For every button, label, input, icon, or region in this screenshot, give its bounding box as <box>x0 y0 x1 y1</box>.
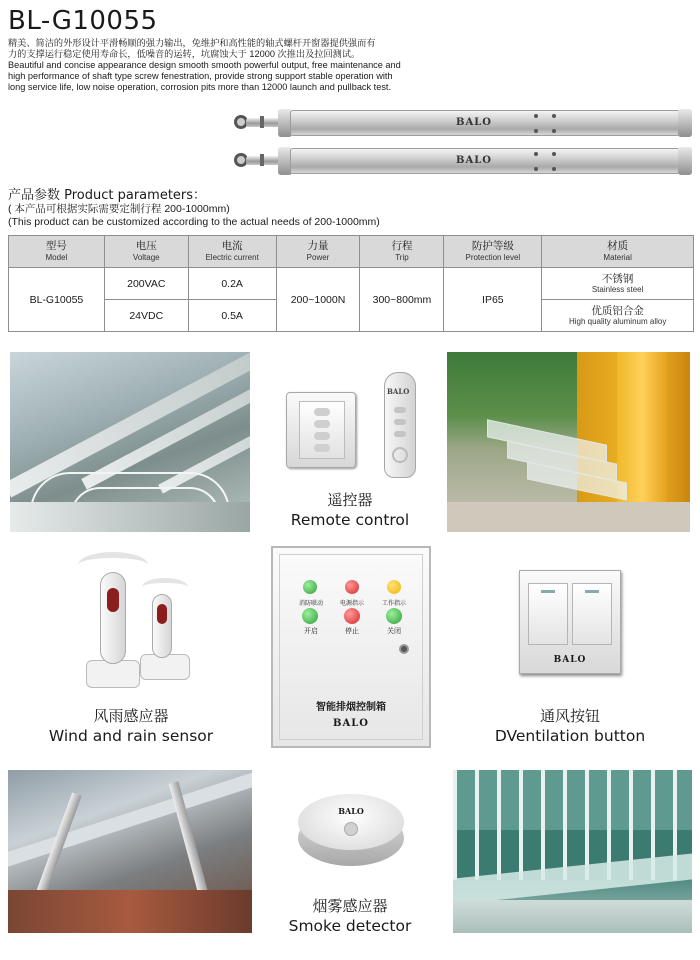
skylight-photo <box>10 352 250 532</box>
roof-actuator-photo <box>8 770 252 933</box>
actuator-logo: BALO <box>456 117 492 128</box>
header-current: 电流 Electric current <box>188 236 276 268</box>
indicator-red-light <box>345 580 359 594</box>
close-button[interactable] <box>386 608 402 624</box>
key-lock-icon <box>399 644 409 654</box>
actuator-hole <box>534 167 538 171</box>
remote-wall-panel <box>286 392 356 468</box>
button-label: 开启 <box>304 627 318 635</box>
smoke-detector-caption: 烟雾感应器 Smoke detector <box>288 897 412 935</box>
facade-photo <box>453 770 692 933</box>
product-title: BL-G10055 <box>8 6 158 36</box>
ventilation-caption: 通风按钮 DVentilation button <box>494 707 646 745</box>
table-row <box>9 268 694 300</box>
spec-table <box>8 235 694 332</box>
smoke-detector-image <box>298 790 404 870</box>
control-box-logo: BALO <box>333 718 369 729</box>
indicator-yellow-light <box>387 580 401 594</box>
actuator-hole <box>552 152 556 156</box>
stop-button[interactable] <box>344 608 360 624</box>
actuator-hole <box>534 129 538 133</box>
switch-logo: BALO <box>553 655 587 665</box>
header-model: 型号 Model <box>9 236 105 268</box>
desc-cn-line-2: 力的支撑运行稳定使用寿命长，低噪音的运转，坑腐蚀大于 12000 次推出及拉回测试。 <box>8 49 361 59</box>
actuator-hole <box>552 129 556 133</box>
indicator-label: 工作指示 <box>381 600 406 607</box>
terrace-photo <box>447 352 690 532</box>
cell-current: 0.2A <box>188 268 276 300</box>
actuator-logo: BALO <box>456 155 492 166</box>
switch-left <box>528 583 568 645</box>
header-trip: 行程 Trip <box>360 236 444 268</box>
desc-en-line-3: long service life, low noise operation, corrosion pits more than 12000 launch and pullback test. <box>8 82 392 92</box>
desc-en-line-2: high performance of shaft type screw fenestration, provide strong support stable operation with <box>8 71 393 81</box>
actuator-hole <box>534 114 538 118</box>
params-title: 产品参数 Product parameters： <box>8 188 207 203</box>
cell-voltage: 24VDC <box>104 300 188 332</box>
cell-protection: IP65 <box>444 268 542 332</box>
cell-trip: 300~800mm <box>360 268 444 332</box>
wind-rain-caption: 风雨感应器 Wind and rain sensor <box>48 707 214 745</box>
actuator-hole <box>534 152 538 156</box>
control-box-label: 智能排烟控制箱 <box>316 702 386 713</box>
cell-material: 不锈钢 Stainless steel <box>542 268 694 300</box>
cell-model: BL-G10055 <box>9 268 105 332</box>
cell-current: 0.5A <box>188 300 276 332</box>
desc-en-line-1: Beautiful and concise appearance design smooth smooth powerful output, free maintenance and <box>8 60 401 70</box>
actuator-image-top <box>234 110 694 138</box>
smoke-detector-logo: BALO <box>338 806 364 816</box>
remote-logo: BALO <box>387 387 410 396</box>
cell-voltage: 200VAC <box>104 268 188 300</box>
desc-cn-line-1: 精美、简洁的外形设计平滑畅顺的强力输出，免维护和高性能的轴式螺杆开窗器提供强而有 <box>8 38 376 48</box>
header-voltage: 电压 Voltage <box>104 236 188 268</box>
wind-rain-sensor-image <box>70 552 200 692</box>
ventilation-switch-image <box>519 570 621 674</box>
open-button[interactable] <box>302 608 318 624</box>
params-note-cn: ( 本产品可根据实际需要定制行程 200-1000mm) <box>8 203 230 215</box>
cell-power: 200~1000N <box>276 268 360 332</box>
actuator-end-cap <box>678 109 692 137</box>
control-box <box>271 546 431 748</box>
actuator-hole <box>552 167 556 171</box>
actuator-end-cap <box>678 147 692 175</box>
cell-material: 优质铝合金 High quality aluminum alloy <box>542 300 694 332</box>
indicator-label: 电源指示 <box>339 600 364 607</box>
header-protection: 防护等级 Protection level <box>444 236 542 268</box>
table-header-row <box>9 236 694 268</box>
switch-right <box>572 583 612 645</box>
params-note-en: (This product can be customized according to the actual needs of 200-1000mm) <box>8 216 380 228</box>
indicator-green-light <box>303 580 317 594</box>
actuator-ring <box>260 116 264 128</box>
params-note <box>8 203 380 229</box>
actuator-image-bottom <box>234 148 694 176</box>
actuator-hole <box>552 114 556 118</box>
header-material: 材质 Material <box>542 236 694 268</box>
remote-caption: 遥控器 Remote control <box>290 491 410 529</box>
product-description <box>8 38 698 93</box>
button-label: 停止 <box>345 627 359 635</box>
header-power: 力量 Power <box>276 236 360 268</box>
remote-handheld <box>384 372 416 478</box>
actuator-ring <box>260 154 264 166</box>
indicator-label: 消防联动 <box>298 600 323 607</box>
button-label: 关闭 <box>387 627 401 635</box>
